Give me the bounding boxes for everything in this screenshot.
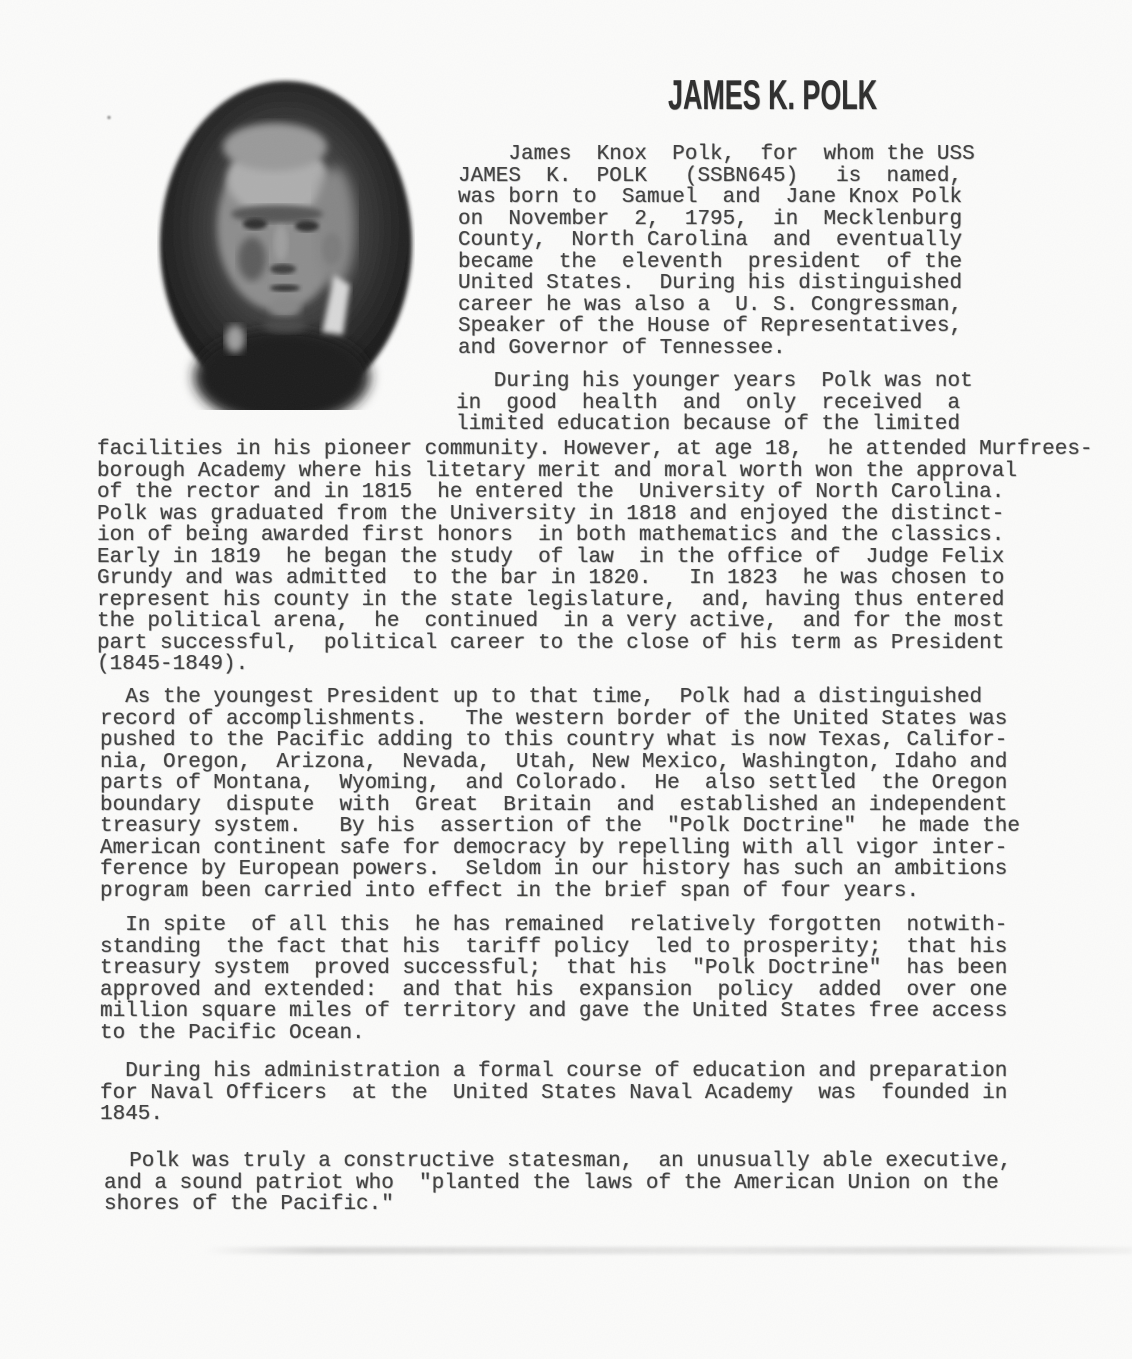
- scan-artifact-band: [205, 1247, 1132, 1254]
- paragraph-youth-wide: [97, 439, 1093, 676]
- text-line: boundary dispute with Great Britain and established an independent: [100, 793, 1008, 817]
- text-line: ion of being awarded first honors in both mathematics and the classics.: [97, 524, 1005, 547]
- text-line: and Governor of Tennessee.: [458, 336, 786, 360]
- text-line: limited education because of the limited: [456, 413, 961, 436]
- text-line: million square miles of territory and gave the United States free access: [100, 1000, 1008, 1023]
- paragraph-legacy: [100, 915, 1007, 1044]
- text-line: During his administration a formal course of education and preparation: [100, 1060, 1008, 1083]
- text-line: In spite of all this he has remained relatively forgotten notwith-: [100, 914, 1008, 937]
- text-line: Grundy and was admitted to the bar in 1820. In 1823 he was chosen to: [97, 567, 1005, 590]
- text-line: JAMES K. POLK (SSBN645) is named,: [458, 164, 963, 188]
- text-line: standing the fact that his tariff policy led to prosperity; that his: [100, 935, 1008, 959]
- text-line: on November 2, 1795, in Mecklenburg: [458, 207, 963, 231]
- text-line: ference by European powers. Seldom in our history has such an ambitions: [100, 858, 1008, 881]
- text-line: part successful, political career to the close of his term as President: [97, 631, 1005, 655]
- text-line: to the Pacific Ocean.: [100, 1021, 365, 1045]
- text-line: (1845-1849).: [97, 653, 249, 676]
- text-line: American continent safe for democracy by repelling with all vigor inter-: [100, 836, 1008, 860]
- text-line: record of accomplishments. The western border of the United States was: [100, 707, 1008, 731]
- paragraph-accomplishments: [100, 687, 1020, 902]
- text-line: 1845.: [100, 1103, 164, 1126]
- paragraph-youth-narrow: [456, 371, 973, 436]
- text-line: borough Academy where his litetary merit and moral worth won the approval: [97, 459, 1017, 483]
- scan-speck: [106, 115, 112, 120]
- page-title: JAMES K. POLK: [668, 71, 878, 118]
- text-line: Speaker of the House of Representatives,: [458, 315, 963, 338]
- text-line: During his younger years Polk was not: [456, 370, 973, 393]
- text-line: represent his county in the state legislature, and, having thus entered: [97, 588, 1005, 612]
- text-line: in good health and only received a: [456, 391, 961, 415]
- text-line: was born to Samuel and Jane Knox Polk: [458, 186, 963, 209]
- text-line: Polk was truly a constructive statesman, an unusually able executive,: [104, 1150, 1012, 1173]
- paragraph-intro: [458, 144, 975, 359]
- paragraph-closing: [104, 1151, 1011, 1216]
- text-line: for Naval Officers at the United States Naval Academy was founded in: [100, 1081, 1008, 1105]
- text-line: United States. During his distinguished: [458, 272, 963, 295]
- text-line: program been carried into effect in the brief span of four years.: [100, 879, 920, 903]
- text-line: treasury system. By his assertion of the "Polk Doctrine" he made the: [100, 815, 1020, 838]
- text-line: James Knox Polk, for whom the USS: [458, 143, 975, 166]
- text-line: facilities in his pioneer community. However, at age 18, he attended Murfrees-: [97, 438, 1093, 461]
- text-line: nia, Oregon, Arizona, Nevada, Utah, New Mexico, Washington, Idaho and: [100, 750, 1008, 774]
- text-line: Polk was graduated from the University in 1818 and enjoyed the distinct-: [97, 502, 1005, 526]
- text-line: pushed to the Pacific adding to this country what is now Texas, Califor-: [100, 729, 1008, 752]
- text-line: shores of the Pacific.": [104, 1193, 394, 1216]
- text-line: became the eleventh president of the: [458, 250, 963, 274]
- text-line: Early in 1819 he began the study of law in the office of Judge Felix: [97, 545, 1005, 569]
- text-line: County, North Carolina and eventually: [458, 229, 963, 252]
- text-line: As the youngest President up to that time, Polk had a distinguished: [100, 686, 983, 709]
- text-line: the political arena, he continued in a very active, and for the most: [97, 610, 1005, 633]
- text-line: parts of Montana, Wyoming, and Colorado. He also settled the Oregon: [100, 772, 1008, 795]
- text-line: treasury system proved successful; that his "Polk Doctrine" has been: [100, 957, 1008, 980]
- text-line: career he was also a U. S. Congressman,: [458, 293, 963, 317]
- text-line: approved and extended: and that his expansion policy added over one: [100, 978, 1008, 1002]
- text-line: of the rector and in 1815 he entered the University of North Carolina.: [97, 481, 1005, 504]
- paragraph-naval-academy: [100, 1061, 1007, 1126]
- text-line: and a sound patriot who "planted the laws of the American Union on the: [104, 1171, 999, 1195]
- polk-portrait-image: [157, 77, 415, 410]
